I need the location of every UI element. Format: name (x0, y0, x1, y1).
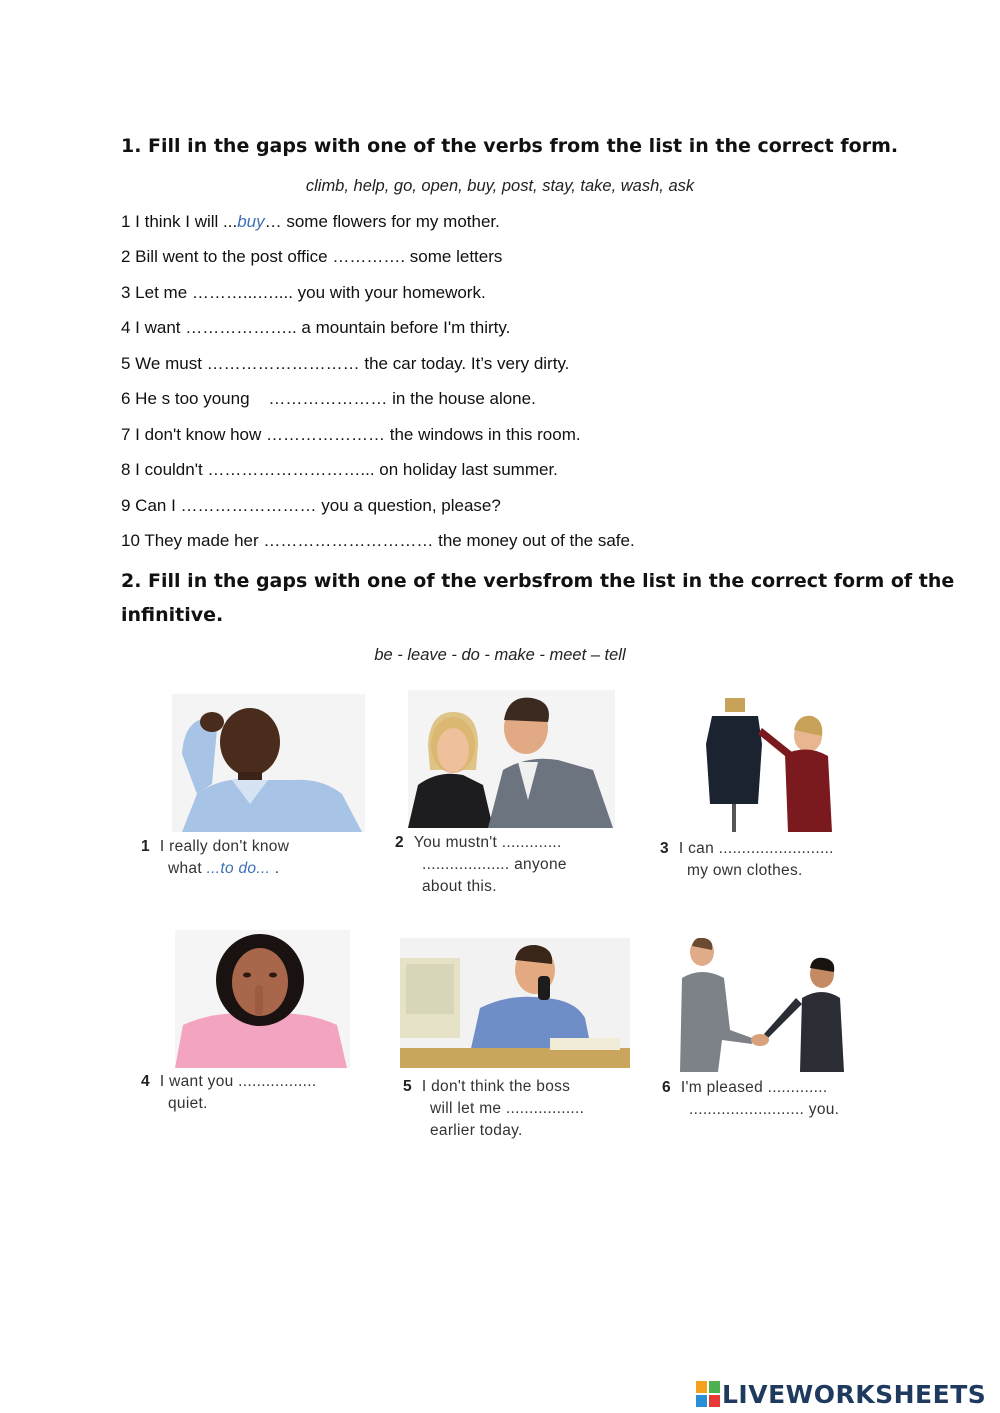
liveworksheets-logo (696, 1380, 986, 1408)
live-badge-icon (696, 1381, 720, 1407)
question-10: 10 They made her ………………………… the money out of the safe. (121, 531, 635, 550)
section2-heading-line2: infinitive. (121, 604, 224, 626)
man-whispering-image (408, 690, 615, 828)
caption-5: 5 I don't think the boss will let me ................. earlier today. (403, 1078, 585, 1139)
question-4: 4 I want ……………….. a mountain before I'm thirty. (121, 318, 511, 337)
question-9: 9 Can I …………………… you a question, please? (121, 496, 501, 515)
section2-heading-line1: 2. Fill in the gaps with one of the verbsfrom the list in the correct form of the (121, 570, 955, 592)
question-1: 1 I think I will ...buy… some flowers for my mother. (121, 212, 500, 231)
woman-shushing-image (175, 930, 350, 1068)
woman-sewing-image (700, 694, 840, 834)
caption-3: 3 I can ......................... my own clothes. (660, 840, 834, 879)
caption-1: 1 I really don't know what ...to do... . (141, 838, 290, 877)
question-8: 8 I couldn't ………………………... on holiday last summer. (121, 460, 558, 479)
question-5: 5 We must ……………………… the car today. It’s very dirty. (121, 354, 570, 373)
handshake-image (672, 938, 860, 1072)
answer-text[interactable]: ...to do... (206, 860, 271, 877)
question-2: 2 Bill went to the post office …………. some letters (121, 247, 503, 266)
man-on-phone-image (400, 938, 630, 1068)
caption-6: 6 I'm pleased ............. ......................... you. (662, 1079, 840, 1118)
question-3: 3 Let me ………...….... you with your homework. (121, 283, 486, 302)
brand-name: LIVEWORKSHEETS (722, 1379, 987, 1409)
section1-heading: 1. Fill in the gaps with one of the verbs from the list in the correct form. (121, 135, 899, 157)
answer-text[interactable]: buy (237, 212, 265, 231)
section1-wordlist: climb, help, go, open, buy, post, stay, take, wash, ask (305, 177, 695, 195)
caption-2: 2 You mustn't ............. ................... anyone about this. (395, 834, 567, 895)
caption-4: 4 I want you ................. quiet. (141, 1073, 317, 1112)
man-thinking-image (172, 694, 365, 832)
section2-wordlist: be - leave - do - make - meet – tell (374, 646, 626, 664)
question-6: 6 He s too young ………………… in the house alone. (121, 389, 536, 408)
question-7: 7 I don't know how ………………… the windows in this room. (121, 425, 581, 444)
